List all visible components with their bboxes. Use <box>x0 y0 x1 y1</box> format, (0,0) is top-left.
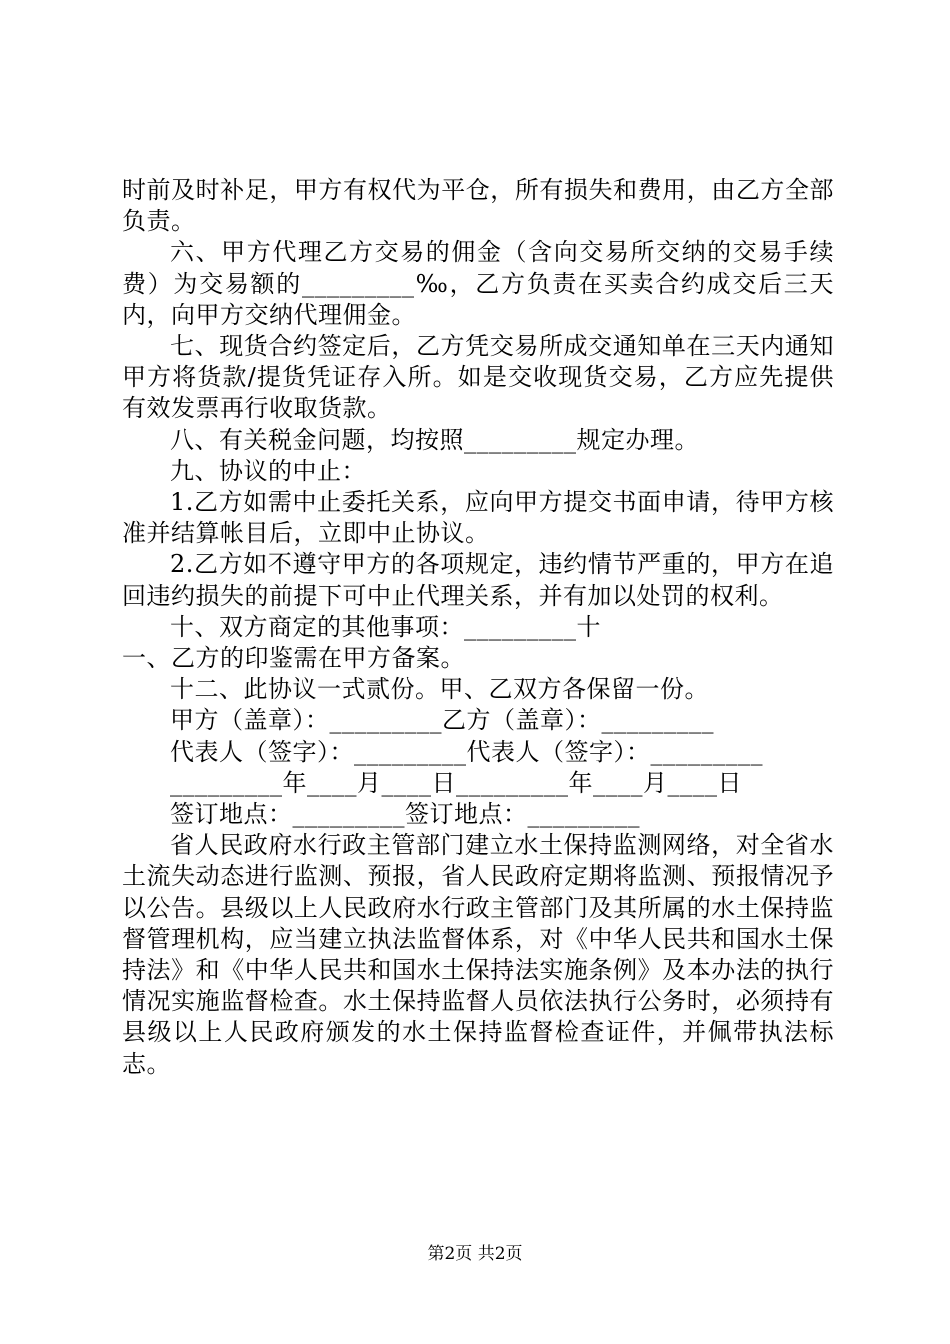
document-body <box>122 175 834 1080</box>
page-number-label: 第2页 共2页 <box>427 1244 523 1264</box>
paragraph-clause-12: 十二、此协议一式贰份。甲、乙双方各保留一份。 <box>170 675 709 704</box>
paragraph-clause-7: 七、现货合约签定后，乙方凭交易所成交通知单在三天内通知甲方将货款/提货凭证存入所。如是交收现货交易，乙方应先提供有效发票再行收取货款。 <box>122 332 834 423</box>
signature-line-date: _________年____月____日_________年____月____日 <box>170 768 742 797</box>
paragraph-clause-8: 八、有关税金问题，均按照_________规定办理。 <box>170 425 699 454</box>
paragraph-soil-conservation: 省人民政府水行政主管部门建立水土保持监测网络，对全省水土流失动态进行监测、预报，省人民政府定期将监测、预报情况予以公告。县级以上人民政府水行政主管部门及其所属的水土保持监督管理机构，应当建立执法监督体系，对《中华人民共和国水土保持法》和《中华人民共和国水土保持法实施条例》及本办法的执行情况实施监督检查。水土保持监督人员依法执行公务时，必须持有县级以上人民政府颁发的水土保持监督检查证件，并佩带执法标志。 <box>122 831 834 1078</box>
paragraph-clause-9-heading: 九、协议的中止： <box>170 456 366 485</box>
paragraph-clause-10: 十、双方商定的其他事项：_________十 <box>170 612 601 641</box>
page-footer <box>0 1243 950 1265</box>
signature-line-seal: 甲方（盖章）：_________乙方（盖章）：_________ <box>170 706 714 735</box>
signature-line-representative: 代表人（签字）：_________代表人（签字）：_________ <box>170 737 763 766</box>
paragraph-continuation: 时前及时补足，甲方有权代为平仓，所有损失和费用，由乙方全部负责。 <box>122 176 834 236</box>
signature-line-place: 签订地点：_________签订地点：_________ <box>170 800 640 829</box>
paragraph-clause-9-item-2: 2.乙方如不遵守甲方的各项规定，违约情节严重的，甲方在追回违约损失的前提下可中止代理关系，并有加以处罚的权利。 <box>122 550 834 610</box>
paragraph-clause-6: 六、甲方代理乙方交易的佣金（含向交易所交纳的交易手续费）为交易额的_________‰，乙方负责在买卖合约成交后三天内，向甲方交纳代理佣金。 <box>122 238 834 329</box>
paragraph-clause-9-item-1: 1.乙方如需中止委托关系，应向甲方提交书面申请，待甲方核准并结算帐目后，立即中止协议。 <box>122 488 834 548</box>
paragraph-clause-11: 一、乙方的印鉴需在甲方备案。 <box>122 644 465 673</box>
